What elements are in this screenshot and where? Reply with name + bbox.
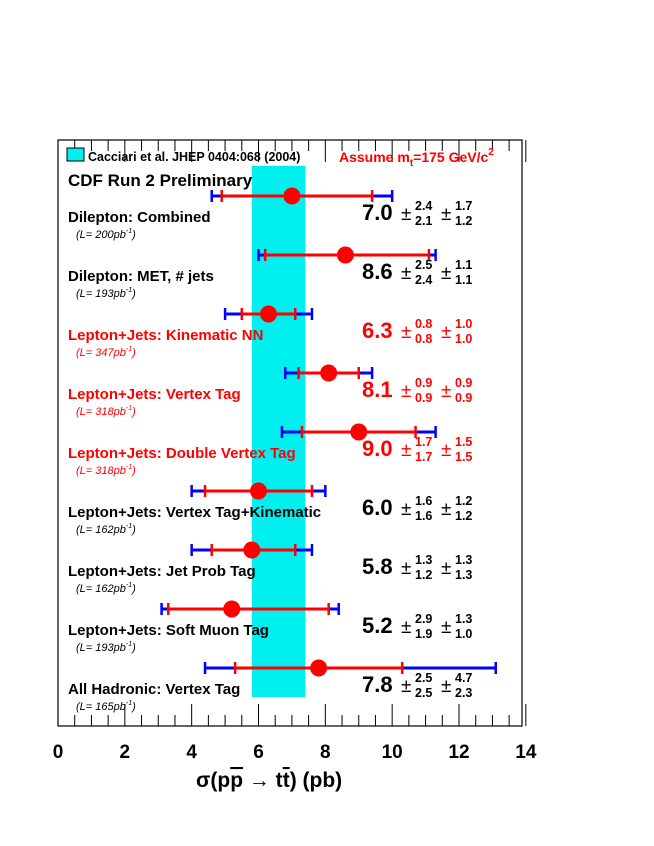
central-value-point [243, 542, 260, 559]
stat-uncertainty-up: 1.3 [415, 553, 433, 567]
plus-minus-stat: ± [401, 440, 412, 461]
measurement-name: Lepton+Jets: Vertex Tag+Kinematic [68, 504, 322, 521]
measurement-name: Lepton+Jets: Soft Muon Tag [68, 622, 269, 639]
measurement-name: Dilepton: MET, # jets [68, 268, 214, 285]
stat-uncertainty-down: 0.9 [415, 391, 433, 405]
x-axis-title-part: → t [243, 769, 283, 792]
lumi-exponent: -1 [125, 405, 133, 412]
lumi-exponent: -1 [125, 523, 133, 530]
lumi-exponent: -1 [125, 228, 133, 235]
syst-uncertainty-down: 1.1 [455, 273, 473, 287]
lumi-exponent: -1 [125, 346, 133, 353]
stat-uncertainty-down: 2.4 [415, 273, 433, 287]
syst-uncertainty-down: 1.5 [455, 450, 473, 464]
stat-uncertainty-down: 2.1 [415, 214, 433, 228]
plus-minus-stat: ± [401, 617, 412, 638]
lumi-close: ) [132, 642, 136, 654]
plus-minus-stat: ± [401, 499, 412, 520]
theory-band-label: Cacciari et al. JHEP 0404:068 (2004) [88, 150, 301, 164]
measurement-name: Lepton+Jets: Jet Prob Tag [68, 563, 256, 580]
x-tick-label: 14 [515, 742, 537, 763]
stat-uncertainty-up: 2.9 [415, 612, 433, 626]
plus-minus-syst: ± [441, 676, 452, 697]
lumi-text: (L= 193pb [76, 288, 126, 300]
plus-minus-stat: ± [401, 322, 412, 343]
measurement-luminosity [76, 582, 136, 595]
measurement-luminosity [76, 523, 136, 536]
measurement-luminosity [76, 700, 136, 713]
stat-uncertainty-up: 1.6 [415, 494, 433, 508]
measurement-luminosity [76, 287, 136, 300]
syst-uncertainty-down: 1.0 [455, 627, 473, 641]
measurement-value: 9.0 [362, 436, 393, 461]
x-tick-label: 10 [381, 742, 403, 763]
measurement-value: 7.8 [362, 672, 393, 697]
lumi-exponent: -1 [125, 464, 133, 471]
syst-uncertainty-down: 1.3 [455, 568, 473, 582]
stat-uncertainty-up: 1.7 [415, 435, 433, 449]
lumi-text: (L= 318pb [76, 465, 126, 477]
lumi-text: (L= 165pb [76, 701, 126, 713]
stat-uncertainty-up: 0.9 [415, 376, 433, 390]
measurement-value: 5.2 [362, 613, 393, 638]
measurement-value: 8.6 [362, 259, 393, 284]
measurement-value: 5.8 [362, 554, 393, 579]
mass-assumption-sub: t [409, 158, 414, 169]
lumi-close: ) [132, 583, 136, 595]
central-value-point [223, 601, 240, 618]
syst-uncertainty-up: 1.7 [455, 199, 473, 213]
plus-minus-syst: ± [441, 204, 452, 225]
x-axis-title-part-bar: p [230, 769, 244, 792]
lumi-close: ) [132, 347, 136, 359]
measurement-luminosity [76, 464, 136, 477]
plus-minus-syst: ± [441, 440, 452, 461]
stat-uncertainty-up: 2.5 [415, 258, 433, 272]
lumi-text: (L= 162pb [76, 524, 126, 536]
syst-uncertainty-up: 1.5 [455, 435, 473, 449]
measurement-value: 8.1 [362, 377, 393, 402]
stat-uncertainty-up: 2.4 [415, 199, 433, 213]
mass-assumption-sup: 2 [488, 147, 494, 158]
measurement-value: 7.0 [362, 200, 393, 225]
central-value-point [250, 483, 267, 500]
plus-minus-stat: ± [401, 558, 412, 579]
measurement-name: Dilepton: Combined [68, 209, 211, 226]
syst-uncertainty-down: 2.3 [455, 686, 473, 700]
syst-uncertainty-up: 1.1 [455, 258, 473, 272]
lumi-close: ) [132, 465, 136, 477]
central-value-point [310, 660, 327, 677]
plus-minus-stat: ± [401, 676, 412, 697]
syst-uncertainty-down: 0.9 [455, 391, 473, 405]
plus-minus-syst: ± [441, 558, 452, 579]
measurement-name: Lepton+Jets: Double Vertex Tag [68, 445, 296, 462]
measurement-name: Lepton+Jets: Vertex Tag [68, 386, 241, 403]
syst-uncertainty-up: 0.9 [455, 376, 473, 390]
lumi-close: ) [132, 229, 136, 241]
plus-minus-stat: ± [401, 204, 412, 225]
syst-uncertainty-up: 1.2 [455, 494, 473, 508]
measurement-name: All Hadronic: Vertex Tag [68, 681, 241, 698]
lumi-text: (L= 200pb [76, 229, 126, 241]
plus-minus-syst: ± [441, 499, 452, 520]
x-tick-label: 4 [186, 742, 197, 763]
stat-uncertainty-down: 2.5 [415, 686, 433, 700]
stat-uncertainty-down: 0.8 [415, 332, 433, 346]
preliminary-label: CDF Run 2 Preliminary [68, 171, 253, 190]
syst-uncertainty-down: 1.0 [455, 332, 473, 346]
theory-band-swatch [67, 148, 84, 161]
stat-uncertainty-down: 1.7 [415, 450, 433, 464]
measurement-name: Lepton+Jets: Kinematic NN [68, 327, 264, 344]
lumi-exponent: -1 [125, 641, 133, 648]
central-value-point [337, 247, 354, 264]
measurement-value: 6.0 [362, 495, 393, 520]
plus-minus-syst: ± [441, 617, 452, 638]
measurement-luminosity [76, 405, 136, 418]
plus-minus-stat: ± [401, 381, 412, 402]
x-axis-title-part-bar: t [282, 769, 290, 792]
lumi-exponent: -1 [125, 287, 133, 294]
syst-uncertainty-up: 1.0 [455, 317, 473, 331]
stat-uncertainty-up: 2.5 [415, 671, 433, 685]
x-axis-layer [53, 742, 537, 792]
lumi-exponent: -1 [125, 582, 133, 589]
central-value-point [283, 188, 300, 205]
mass-assumption [339, 147, 494, 169]
lumi-exponent: -1 [125, 700, 133, 707]
mass-assumption-prefix: Assume m [339, 149, 410, 165]
lumi-close: ) [132, 288, 136, 300]
measurement-luminosity [76, 228, 136, 241]
plus-minus-syst: ± [441, 263, 452, 284]
measurement-luminosity [76, 346, 136, 359]
lumi-close: ) [132, 701, 136, 713]
x-tick-label: 8 [320, 742, 331, 763]
lumi-close: ) [132, 524, 136, 536]
lumi-text: (L= 347pb [76, 347, 126, 359]
central-value-point [320, 365, 337, 382]
x-axis-title-part: ) (pb) [289, 769, 343, 792]
stat-uncertainty-down: 1.9 [415, 627, 433, 641]
central-value-point [260, 306, 277, 323]
x-tick-label: 12 [448, 742, 470, 763]
x-tick-label: 2 [119, 742, 131, 763]
stat-uncertainty-down: 1.6 [415, 509, 433, 523]
lumi-close: ) [132, 406, 136, 418]
stat-uncertainty-down: 1.2 [415, 568, 433, 582]
syst-uncertainty-down: 1.2 [455, 214, 473, 228]
stat-uncertainty-up: 0.8 [415, 317, 433, 331]
syst-uncertainty-up: 4.7 [455, 671, 473, 685]
measurement-luminosity [76, 641, 136, 654]
lumi-text: (L= 193pb [76, 642, 126, 654]
plus-minus-stat: ± [401, 263, 412, 284]
lumi-text: (L= 162pb [76, 583, 126, 595]
x-tick-label: 6 [253, 742, 264, 763]
x-tick-label: 0 [52, 742, 64, 763]
plus-minus-syst: ± [441, 381, 452, 402]
mass-assumption-mid: =175 GeV/c [413, 149, 489, 165]
syst-uncertainty-up: 1.3 [455, 553, 473, 567]
syst-uncertainty-down: 1.2 [455, 509, 473, 523]
measurement-value: 6.3 [362, 318, 393, 343]
x-axis-title-part: σ(p [196, 769, 231, 792]
lumi-text: (L= 318pb [76, 406, 126, 418]
syst-uncertainty-up: 1.3 [455, 612, 473, 626]
plus-minus-syst: ± [441, 322, 452, 343]
x-axis-title [196, 769, 342, 792]
